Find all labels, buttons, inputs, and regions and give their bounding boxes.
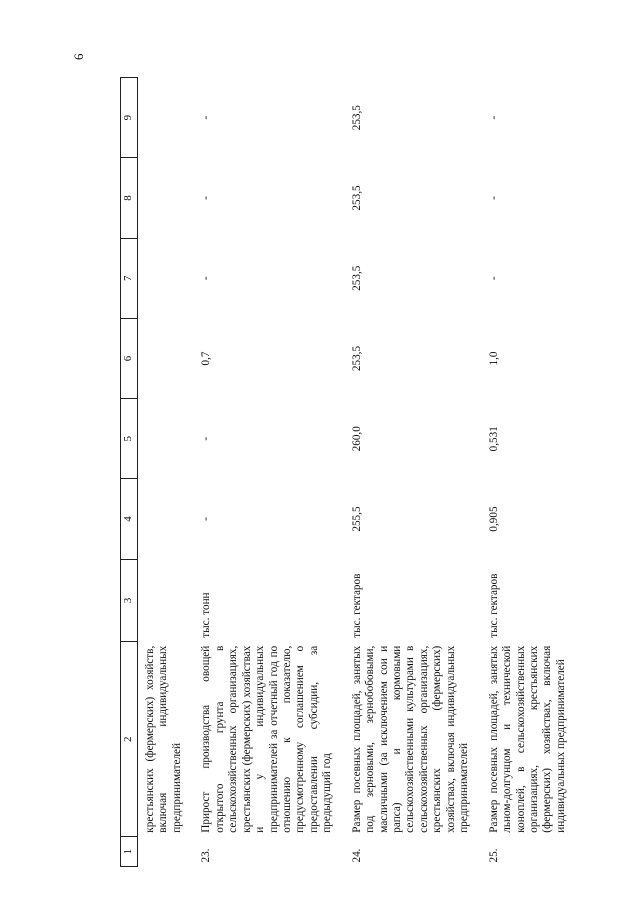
value-cell: -	[487, 196, 500, 200]
value-cell: -	[487, 276, 500, 281]
value-cell: 260,0	[350, 426, 363, 452]
value-cell: 253,5	[350, 185, 363, 211]
header-cell: 5	[121, 399, 138, 479]
value-cell: 0,7	[200, 351, 213, 366]
value-cell: -	[200, 436, 213, 441]
value-cell: 255,5	[350, 506, 363, 532]
row-number: 23.	[200, 848, 213, 863]
value-cell: -	[200, 517, 213, 521]
value-cell: -	[200, 115, 213, 120]
row-number: 25.	[487, 848, 500, 863]
header-cell: 8	[121, 158, 138, 238]
indicator-description: Размер посевных площадей, занятых льном-долгунцом и технической коноплей, в сельскохозяйственных организациях, крестьянских (фермерских) хозяйствах, включая индивидуальных предпринимателей	[487, 645, 567, 833]
continuation-text: крестьянских (фермерских) хозяйств, включая индивидуальных предпринимателей	[144, 645, 183, 833]
value-cell: 253,5	[350, 105, 363, 131]
value-cell: 253,5	[350, 345, 363, 372]
value-cell: -	[200, 276, 213, 281]
table-row	[482, 78, 571, 867]
value-cell: -	[200, 196, 213, 200]
value-cell: 253,5	[350, 265, 363, 291]
indicators-table	[120, 77, 570, 867]
header-cell: 3	[121, 559, 138, 642]
table-row	[345, 78, 474, 867]
value-cell: 0,905	[487, 506, 500, 532]
header-cell: 2	[121, 642, 138, 837]
header-cell: 4	[121, 479, 138, 559]
indicator-description: Прирост производства овощей открытого грунта в сельскохозяйственных организациях, крестьянских (фермерских) хозяйствах и у индивидуальных предпринимателей за отчетный год по отношению к показателю, предусмотренному соглашением о предоставлении субсидии, за предыдущий год	[200, 645, 334, 833]
indicator-description: Размер посевных площадей, занятых под зерновыми, зернобобовыми, масличными (за исключением сои и рапса) и кормовыми сельскохозяйственными культурами в сельскохозяйственных организациях, крестьянских (фермерских) хозяйствах, включая индивидуальных предпринимателей	[350, 645, 471, 833]
unit-cell: тыс. гектаров	[487, 573, 500, 638]
header-cell: 7	[121, 238, 138, 318]
column-number-header	[121, 78, 138, 867]
unit-cell: тыс. тонн	[200, 592, 213, 638]
page-number: 6	[71, 53, 86, 60]
value-cell: -	[487, 115, 500, 120]
table-row	[194, 78, 336, 867]
table-row-continuation	[138, 78, 187, 867]
unit-cell: тыс. гектаров	[350, 573, 363, 638]
value-cell: 0,531	[487, 426, 500, 452]
rotated-table-container	[120, 77, 567, 867]
header-cell: 9	[121, 78, 138, 158]
header-cell: 6	[121, 318, 138, 398]
row-number: 24.	[350, 848, 363, 863]
header-cell: 1	[121, 837, 138, 867]
value-cell: 1,0	[487, 351, 500, 366]
